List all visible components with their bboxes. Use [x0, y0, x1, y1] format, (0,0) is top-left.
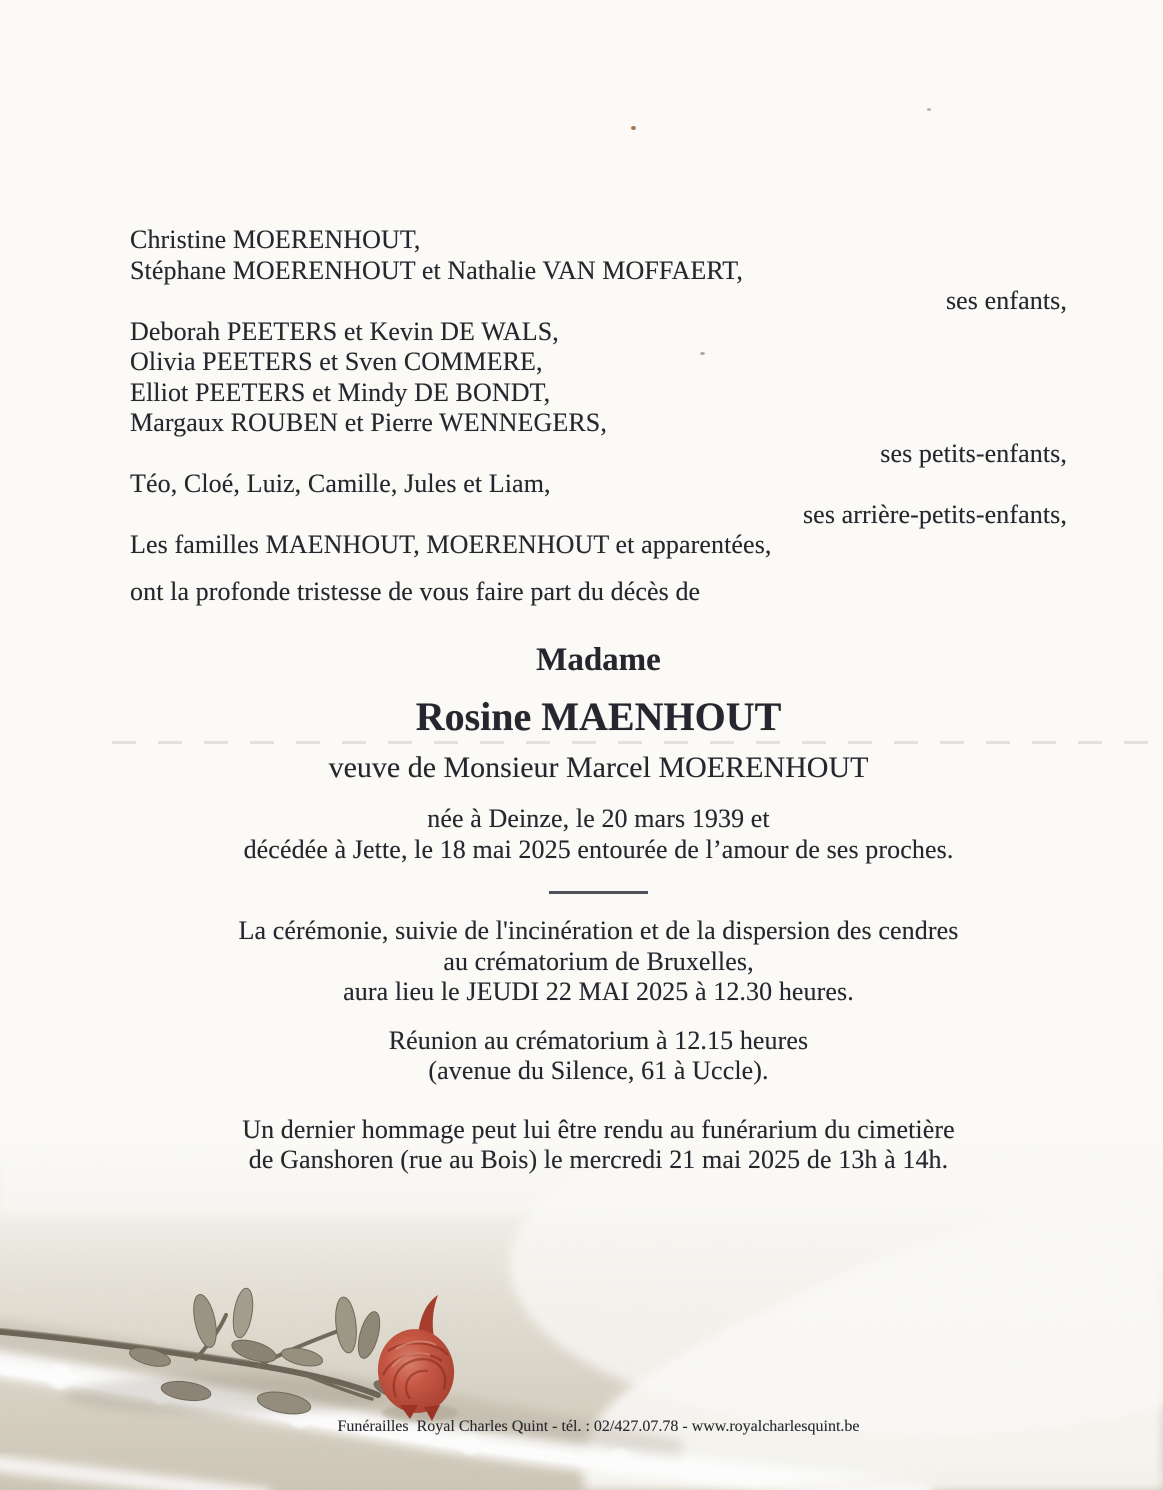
family-name-line: Les familles MAENHOUT, MOERENHOUT et apparentées, — [130, 530, 772, 559]
family-name-line: Olivia PEETERS et Sven COMMERE, — [130, 347, 543, 376]
family-name-line: Téo, Cloé, Luiz, Camille, Jules et Liam, — [130, 469, 551, 498]
funeral-home-footer: Funérailles Royal Charles Quint - tél. : 02/427.07.78 - www.royalcharlesquint.be — [337, 1418, 860, 1435]
section-divider — [549, 891, 648, 894]
meeting-line: Réunion au crématorium à 12.15 heures — [388, 1025, 809, 1055]
tribute-line: de Ganshoren (rue au Bois) le mercredi 21 mai 2025 de 13h à 14h. — [248, 1145, 949, 1174]
death-line: décédée à Jette, le 18 mai 2025 entourée de l’amour de ses proches. — [243, 834, 954, 864]
family-section — [130, 225, 1067, 561]
ceremony-line: aura lieu le JEUDI 22 MAI 2025 à 12.30 heures. — [343, 977, 854, 1006]
family-name-line: Deborah PEETERS et Kevin DE WALS, — [130, 316, 559, 346]
ceremony-line: au crématorium de Bruxelles, — [443, 946, 754, 976]
meeting-line: (avenue du Silence, 61 à Uccle). — [428, 1056, 769, 1085]
beach-rose-photo — [0, 1145, 1163, 1490]
ceremony-paragraph — [130, 916, 1067, 1008]
meeting-paragraph — [130, 1026, 1067, 1087]
relation-label-great-grandchildren: ses arrière-petits-enfants, — [802, 499, 1067, 529]
relation-label-children: ses enfants, — [945, 286, 1067, 315]
intro-line: ont la profonde tristesse de vous faire part du décès de — [130, 576, 701, 606]
family-name-line: Elliot PEETERS et Mindy DE BONDT, — [130, 377, 551, 407]
family-name-line: Stéphane MOERENHOUT et Nathalie VAN MOFFAERT, — [130, 255, 743, 285]
widow-line: veuve de Monsieur Marcel MOERENHOUT — [328, 751, 869, 784]
family-name-line: Christine MOERENHOUT, — [130, 225, 421, 254]
deceased-name: Rosine MAENHOUT — [415, 694, 782, 739]
relation-label-grandchildren: ses petits-enfants, — [880, 438, 1067, 468]
birth-death-block — [130, 804, 1067, 865]
family-name-line: Margaux ROUBEN et Pierre WENNEGERS, — [130, 408, 607, 437]
tribute-paragraph — [130, 1115, 1067, 1176]
birth-line: née à Deinze, le 20 mars 1939 et — [427, 804, 770, 833]
deceased-title: Madame — [536, 642, 661, 678]
tribute-line: Un dernier hommage peut lui être rendu au funérarium du cimetière — [242, 1114, 955, 1144]
ceremony-line: La cérémonie, suivie de l'incinération et de la dispersion des cendres — [238, 916, 959, 945]
